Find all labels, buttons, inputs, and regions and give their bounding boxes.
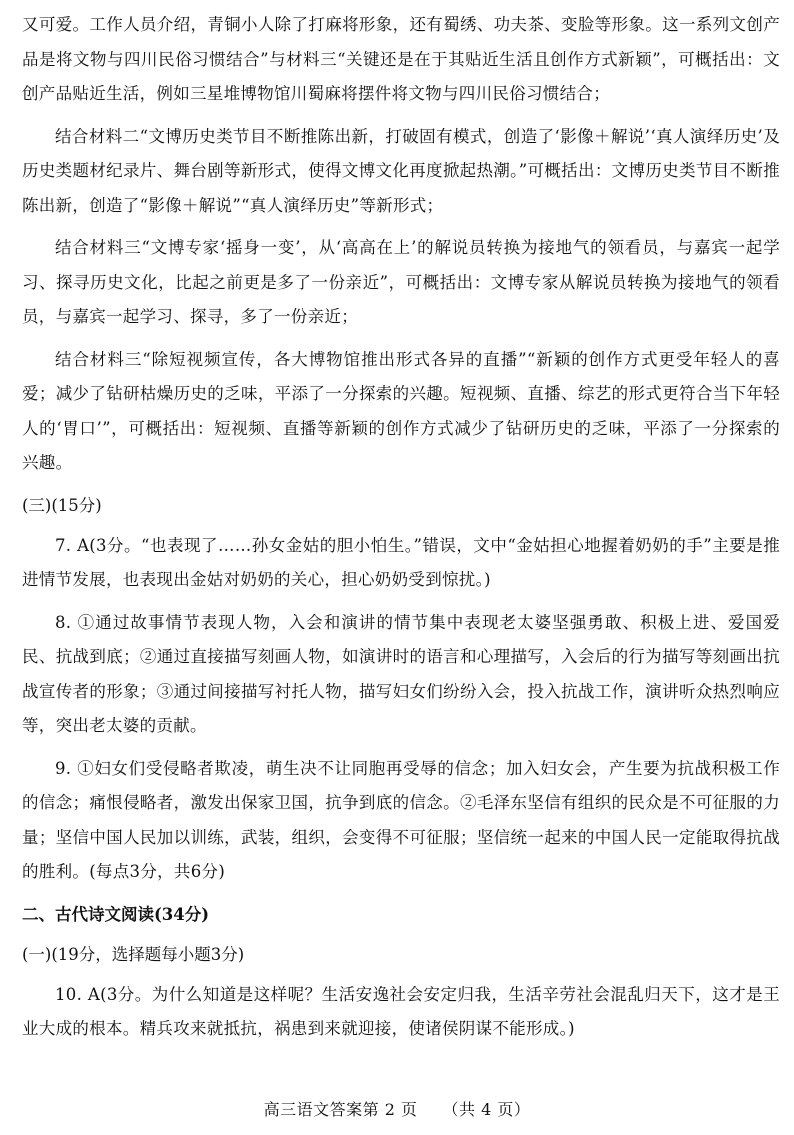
- answer-question-7: 7. A(3分。“也表现了……孙女金姑的胆小怕生。”错误，文中“金姑担心地握着奶奶的手”主要是推进情节发展，也表现出金姑对奶奶的关心，担心奶奶受到惊扰。): [22, 535, 780, 589]
- answer-question-8: 8. ①通过故事情节表现人物，入会和演讲的情节集中表现老太婆坚强勇敢、积极上进、爱国爱民、抗战到底；②通过直接描写刻画人物，如演讲时的语言和心理描写，入会后的行为描写等刻画出抗战宣传者的形象；③通过间接描写衬托人物，描写妇女们纷纷入会，投入抗战工作，演讲听众热烈响应等，突出老太婆的贡献。: [22, 612, 780, 735]
- paragraph-material-three-short-video: 结合材料三“除短视频宣传，各大博物馆推出形式各异的直播”“新颖的创作方式更受年轻人的喜爱；减少了钻研枯燥历史的乏味，平添了一分探索的兴趣。短视频、直播、综艺的形式更符合当下年轻人的‘胃口’”，可概括出：短视频、直播等新颖的创作方式减少了钻研历史的乏味，平添了一分探索的兴趣。: [22, 349, 780, 472]
- paragraph-material-summary-1: 又可爱。工作人员介绍，青铜小人除了打麻将形象，还有蜀绣、功夫茶、变脸等形象。这一系列文创产品是将文物与四川民俗习惯结合”与材料三“关键还是在于其贴近生活且创作方式新颖”，可概括出：文创产品贴近生活，例如三星堆博物馆川蜀麻将摆件将文物与四川民俗习惯结合；: [22, 15, 780, 103]
- section-three-heading: (三)(15分): [22, 495, 102, 515]
- section-ancient-poetry-heading: 二、古代诗文阅读(34分): [22, 904, 210, 924]
- paragraph-material-two: 结合材料二“文博历史类节目不断推陈出新，打破固有模式，创造了‘影像＋解说’‘真人演绎历史’及历史类题材纪录片、舞台剧等新形式，使得文博文化再度掀起热潮。”可概括出：文博历史类节目不断推陈出新，创造了“影像＋解说”“真人演绎历史”等新形式；: [22, 126, 780, 215]
- subsection-one-heading: (一)(19分，选择题每小题3分): [22, 944, 245, 964]
- page-footer: 高三语文答案第 2 页 （共 4 页）: [263, 1100, 531, 1119]
- paragraph-material-three-experts: 结合材料三“文博专家‘摇身一变’，从‘高高在上’的解说员转换为接地气的领看员，与嘉宾一起学习、探寻历史文化，比起之前更是多了一份亲近”，可概括出：文博专家从解说员转换为接地气的领看员，与嘉宾一起学习、探寻，多了一份亲近；: [22, 238, 780, 326]
- answer-content: [22, 8, 780, 1047]
- answer-question-10: 10. A(3分。为什么知道是这样呢？生活安逸社会安定归我，生活辛劳社会混乱归天下，这才是王业大成的根本。精兵攻来就抵抗，祸患到来就迎接，使诸侯阴谋不能形成。): [22, 984, 780, 1038]
- answer-question-9: 9. ①妇女们受侵略者欺凌，萌生决不让同胞再受辱的信念；加入妇女会，产生要为抗战积极工作的信念；痛恨侵略者，激发出保家卫国，抗争到底的信念。②毛泽东坚信有组织的民众是不可征服的力量；坚信中国人民加以训练，武装，组织，会变得不可征服；坚信统一起来的中国人民一定能取得抗战的胜利。(每点3分，共6分): [22, 758, 780, 881]
